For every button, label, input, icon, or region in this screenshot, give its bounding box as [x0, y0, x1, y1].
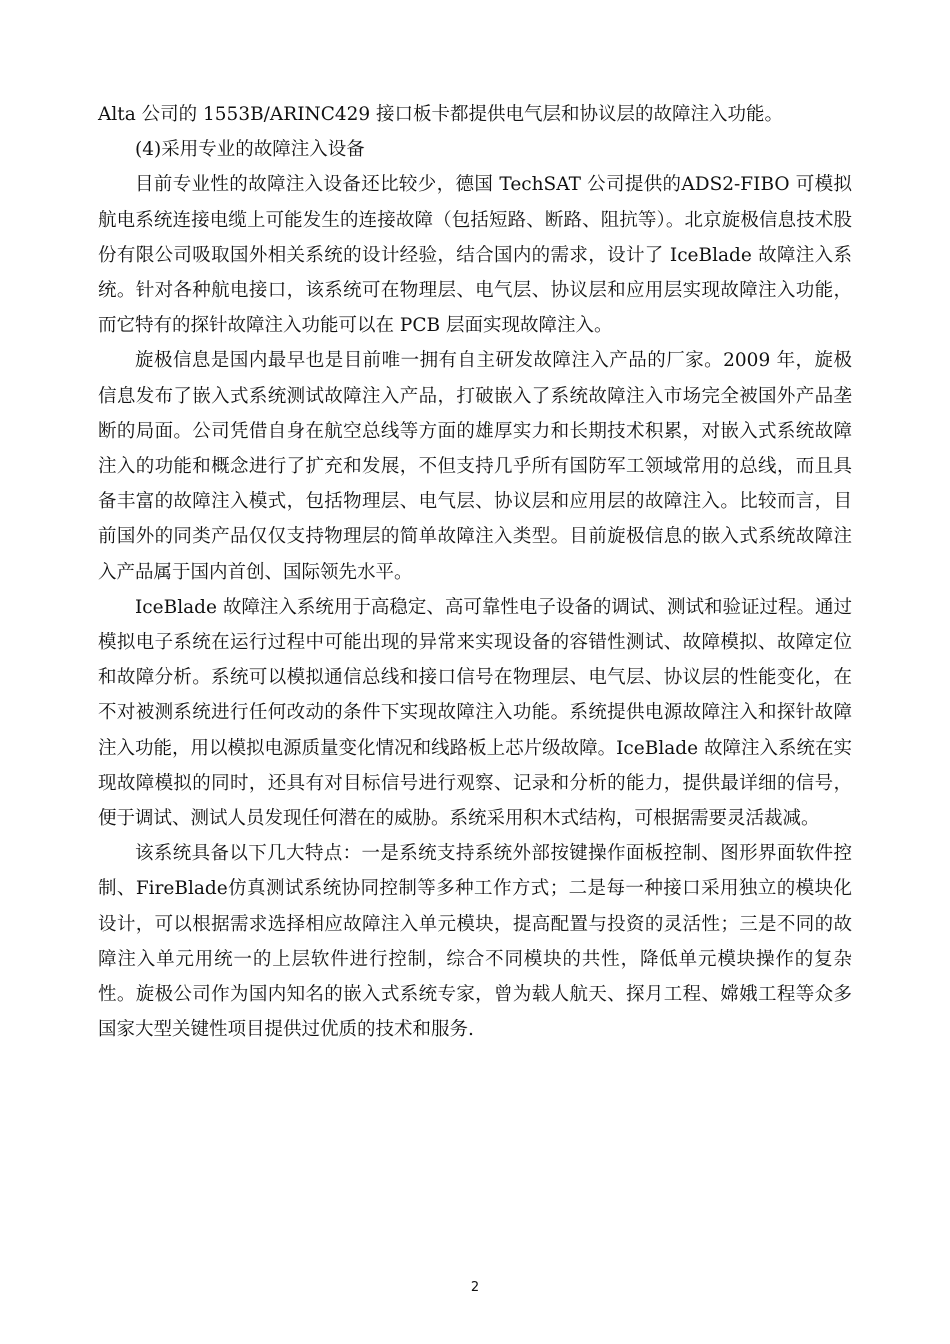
paragraph-continuation: Alta 公司的 1553B/ARINC429 接口板卡都提供电气层和协议层的故障注入功能。 — [98, 104, 784, 125]
document-body — [98, 97, 852, 1047]
paragraph-fault-injection-devices: 目前专业性的故障注入设备还比较少，德国 TechSAT 公司提供的ADS2-FIBO 可模拟航电系统连接电缆上可能发生的连接故障（包括短路、断路、阻抗等）。北京旋极信息技术股份有限公司吸取国外相关系统的设计经验，结合国内的需求，设计了 IceBlade 故障注入系统。针对各种航电接口，该系统可在物理层、电气层、协议层和应用层实现故障注入功能，而它特有的探针故障注入功能可以在 PCB 层面实现故障注入。 — [98, 174, 852, 337]
paragraph-system-features: 该系统具备以下几大特点：一是系统支持系统外部按键操作面板控制、图形界面软件控制、FireBlade仿真测试系统协同控制等多种工作方式；二是每一种接口采用独立的模块化设计，可以根据需求选择相应故障注入单元模块，提高配置与投资的灵活性；三是不同的故障注入单元用统一的上层软件进行控制，综合不同模块的共性，降低单元模块操作的复杂性。旋极公司作为国内知名的嵌入式系统专家，曾为载人航天、探月工程、嫦娥工程等众多国家大型关键性项目提供过优质的技术和服务. — [98, 843, 852, 1041]
paragraph-iceblade-system: IceBlade 故障注入系统用于高稳定、高可靠性电子设备的调试、测试和验证过程。通过模拟电子系统在运行过程中可能出现的异常来实现设备的容错性测试、故障模拟、故障定位和故障分析。系统可以模拟通信总线和接口信号在物理层、电气层、协议层的性能变化，在不对被测系统进行任何改动的条件下实现故障注入功能。系统提供电源故障注入和探针故障注入功能，用以模拟电源质量变化情况和线路板上芯片级故障。IceBlade 故障注入系统在实现故障模拟的同时，还具有对目标信号进行观察、记录和分析的能力，提供最详细的信号，便于调试、测试人员发现任何潜在的威胁。系统采用积木式结构，可根据需要灵活裁减。 — [98, 596, 852, 830]
paragraph-company-intro: 旋极信息是国内最早也是目前唯一拥有自主研发故障注入产品的厂家。2009 年，旋极信息发布了嵌入式系统测试故障注入产品，打破嵌入了系统故障注入市场完全被国外产品垄断的局面。公司凭借自身在航空总线等方面的雄厚实力和长期技术积累，对嵌入式系统故障注入的功能和概念进行了扩充和发展，不但支持几乎所有国防军工领域常用的总线，而且具备丰富的故障注入模式，包括物理层、电气层、协议层和应用层的故障注入。比较而言，目前国外的同类产品仅仅支持物理层的简单故障注入类型。目前旋极信息的嵌入式系统故障注入产品属于国内首创、国际领先水平。 — [98, 350, 852, 583]
section-heading: (4)采用专业的故障注入设备 — [135, 139, 365, 161]
page-number: 2 — [470, 1280, 480, 1295]
